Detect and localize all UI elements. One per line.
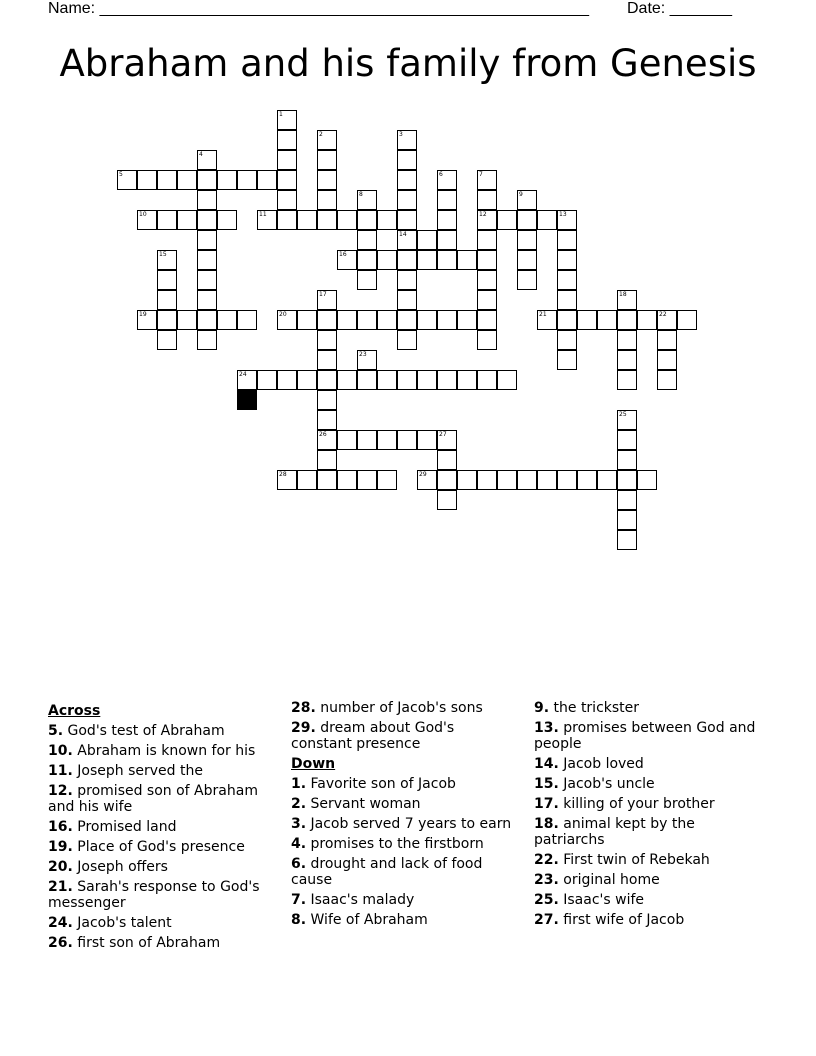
grid-cell[interactable] [537,470,557,490]
clue-number-label: 6. [291,856,307,872]
grid-cell[interactable] [397,170,417,190]
grid-cell[interactable] [477,330,497,350]
clue-text: promises to the firstborn [306,836,484,852]
grid-cell[interactable] [317,350,337,370]
clue-number-label: 5. [48,723,64,739]
grid-cell[interactable] [477,170,497,190]
grid-cell[interactable] [617,310,637,330]
grid-cell[interactable] [317,290,337,310]
grid-cell[interactable] [657,310,677,330]
grid-cell[interactable] [677,310,697,330]
grid-cell[interactable] [617,530,637,550]
grid-cell[interactable] [317,210,337,230]
grid-cell[interactable] [317,130,337,150]
grid-cell[interactable] [437,230,457,250]
grid-cell[interactable] [557,250,577,270]
clue-number-label: 1. [291,776,307,792]
grid-cell[interactable] [357,190,377,210]
grid-cell[interactable] [357,430,377,450]
grid-cell[interactable] [337,370,357,390]
grid-cell[interactable] [357,250,377,270]
clue-text: first son of Abraham [72,935,221,951]
grid-cell[interactable] [277,150,297,170]
clue-number: 24 [239,371,247,378]
grid-cell[interactable] [397,430,417,450]
grid-cell[interactable] [577,310,597,330]
clue-number-label: 15. [534,776,559,792]
grid-cell[interactable] [517,230,537,250]
clue-number: 16 [339,251,347,258]
clue-number-label: 25. [534,892,559,908]
clue-number: 12 [479,211,487,218]
clue-text: the trickster [549,700,640,716]
clue-number: 21 [539,311,547,318]
grid-cell[interactable] [377,370,397,390]
grid-cell[interactable] [277,370,297,390]
grid-cell[interactable] [157,250,177,270]
clue-number-label: 21. [48,879,73,895]
grid-cell[interactable] [337,310,357,330]
grid-cell[interactable] [457,250,477,270]
clue-text: God's test of Abraham [63,723,225,739]
clue-number-label: 29. [291,720,316,736]
grid-cell[interactable] [357,470,377,490]
grid-cell[interactable] [477,270,497,290]
grid-cell[interactable] [457,470,477,490]
grid-cell[interactable] [617,330,637,350]
blocked-cell [237,390,257,410]
across-clue [291,720,519,752]
clue-number: 26 [319,431,327,438]
grid-cell[interactable] [157,210,177,230]
across-clue [48,783,276,815]
clue-number: 20 [279,311,287,318]
grid-cell[interactable] [237,170,257,190]
down-clue [291,912,519,928]
grid-cell[interactable] [477,250,497,270]
grid-cell[interactable] [317,410,337,430]
clue-number-label: 19. [48,839,73,855]
date-field-line[interactable]: Date: _______ [627,0,732,17]
clue-text: Wife of Abraham [306,912,428,928]
grid-cell[interactable] [197,190,217,210]
grid-cell[interactable] [137,170,157,190]
grid-cell[interactable] [317,470,337,490]
grid-cell[interactable] [237,310,257,330]
down-clue [291,776,519,792]
grid-cell[interactable] [377,310,397,330]
clue-number-label: 12. [48,783,73,799]
grid-cell[interactable] [437,310,457,330]
clue-text: promised son of Abraham and his wife [48,783,258,815]
clue-text: Joseph served the [72,763,203,779]
down-clue [291,892,519,908]
clue-number-label: 4. [291,836,307,852]
clue-list [48,700,788,960]
clue-number: 18 [619,291,627,298]
grid-cell[interactable] [177,210,197,230]
clue-text: Jacob's talent [72,915,172,931]
across-clue [48,723,276,739]
clue-number: 2 [319,131,323,138]
grid-cell[interactable] [557,230,577,250]
grid-cell[interactable] [517,270,537,290]
clue-text: Servant woman [306,796,421,812]
grid-cell[interactable] [617,430,637,450]
clue-number: 3 [399,131,403,138]
grid-cell[interactable] [477,210,497,230]
clue-number-label: 7. [291,892,307,908]
grid-cell[interactable] [437,490,457,510]
grid-cell[interactable] [317,150,337,170]
across-clue [48,859,276,875]
grid-cell[interactable] [477,290,497,310]
clue-number-label: 22. [534,852,559,868]
down-clue [291,836,519,852]
grid-cell[interactable] [277,210,297,230]
clue-text: first wife of Jacob [558,912,685,928]
clue-number-label: 14. [534,756,559,772]
grid-cell[interactable] [157,270,177,290]
clue-text: dream about God's constant presence [291,720,455,752]
grid-cell[interactable] [297,210,317,230]
grid-cell[interactable] [157,170,177,190]
down-clue [534,756,762,772]
clue-number-label: 9. [534,700,550,716]
grid-cell[interactable] [637,310,657,330]
grid-cell[interactable] [557,210,577,230]
clue-number: 17 [319,291,327,298]
clue-text: drought and lack of food cause [291,856,483,888]
clue-text: killing of your brother [558,796,715,812]
grid-cell[interactable] [617,510,637,530]
clue-number: 28 [279,471,287,478]
grid-cell[interactable] [397,130,417,150]
across-clue [48,763,276,779]
grid-cell[interactable] [477,310,497,330]
grid-cell[interactable] [397,310,417,330]
grid-cell[interactable] [297,370,317,390]
grid-cell[interactable] [617,350,637,370]
clue-number: 7 [479,171,483,178]
grid-cell[interactable] [337,430,357,450]
down-clue [534,796,762,812]
grid-cell[interactable] [397,250,417,270]
grid-cell[interactable] [437,190,457,210]
down-clue [534,700,762,716]
down-clue [534,912,762,928]
clue-number-label: 26. [48,935,73,951]
across-heading: Across [48,703,101,719]
clue-number-label: 20. [48,859,73,875]
clue-number: 15 [159,251,167,258]
grid-cell[interactable] [197,170,217,190]
clue-number: 14 [399,231,407,238]
grid-cell[interactable] [497,370,517,390]
clue-number: 13 [559,211,567,218]
clue-number: 1 [279,111,283,118]
clue-number: 6 [439,171,443,178]
clue-column-2 [291,700,519,932]
grid-cell[interactable] [477,370,497,390]
clue-number: 5 [119,171,123,178]
clue-number: 25 [619,411,627,418]
grid-cell[interactable] [357,310,377,330]
clue-number: 11 [259,211,267,218]
grid-cell[interactable] [217,170,237,190]
grid-cell[interactable] [277,190,297,210]
grid-cell[interactable] [157,290,177,310]
down-clue [291,816,519,832]
grid-cell[interactable] [417,370,437,390]
clue-text: Sarah's response to God's messenger [48,879,260,911]
grid-cell[interactable] [317,430,337,450]
down-clue [534,872,762,888]
clue-text: animal kept by the patriarchs [534,816,695,848]
grid-cell[interactable] [377,210,397,230]
grid-cell[interactable] [197,330,217,350]
grid-cell[interactable] [637,470,657,490]
clue-text: First twin of Rebekah [558,852,710,868]
down-clue [534,816,762,848]
grid-cell[interactable] [257,370,277,390]
grid-cell[interactable] [397,230,417,250]
clue-text: Jacob's uncle [558,776,655,792]
clue-text: Jacob served 7 years to earn [306,816,512,832]
clue-number-label: 18. [534,816,559,832]
grid-cell[interactable] [277,470,297,490]
grid-cell[interactable] [317,310,337,330]
grid-cell[interactable] [357,270,377,290]
grid-cell[interactable] [197,150,217,170]
grid-cell[interactable] [457,310,477,330]
across-clue [48,819,276,835]
grid-cell[interactable] [317,190,337,210]
grid-cell[interactable] [657,330,677,350]
grid-cell[interactable] [117,170,137,190]
grid-cell[interactable] [417,310,437,330]
grid-cell[interactable] [177,170,197,190]
grid-cell[interactable] [317,390,337,410]
grid-cell[interactable] [217,210,237,230]
grid-cell[interactable] [377,430,397,450]
clue-column-1 [48,700,276,955]
clue-number-label: 23. [534,872,559,888]
across-clue [48,879,276,911]
down-clue [534,892,762,908]
grid-cell[interactable] [417,230,437,250]
grid-cell[interactable] [357,230,377,250]
grid-cell[interactable] [257,210,277,230]
grid-cell[interactable] [557,330,577,350]
clue-text: Place of God's presence [72,839,245,855]
grid-cell[interactable] [357,210,377,230]
grid-cell[interactable] [317,370,337,390]
grid-cell[interactable] [397,210,417,230]
clue-number-label: 11. [48,763,73,779]
across-clue [48,743,276,759]
grid-cell[interactable] [617,470,637,490]
grid-cell[interactable] [137,310,157,330]
grid-cell[interactable] [557,310,577,330]
grid-cell[interactable] [497,210,517,230]
grid-cell[interactable] [537,210,557,230]
down-clue [291,856,519,888]
grid-cell[interactable] [357,350,377,370]
header [48,0,748,22]
clue-text: Jacob loved [558,756,644,772]
clue-number-label: 2. [291,796,307,812]
grid-cell[interactable] [657,350,677,370]
grid-cell[interactable] [477,230,497,250]
grid-cell[interactable] [617,410,637,430]
clue-number: 22 [659,311,667,318]
grid-cell[interactable] [337,470,357,490]
grid-cell[interactable] [617,450,637,470]
across-clue [48,935,276,951]
down-heading: Down [291,756,336,772]
grid-cell[interactable] [297,310,317,330]
clue-number-label: 28. [291,700,316,716]
grid-cell[interactable] [337,250,357,270]
clue-number-label: 27. [534,912,559,928]
clue-text: Favorite son of Jacob [306,776,456,792]
page-title: Abraham and his family from Genesis [59,42,757,85]
clue-number-label: 8. [291,912,307,928]
down-clue [291,796,519,812]
grid-cell[interactable] [417,470,437,490]
grid-cell[interactable] [437,250,457,270]
across-clue [48,915,276,931]
clue-text: Joseph offers [72,859,168,875]
grid-cell[interactable] [477,190,497,210]
grid-cell[interactable] [517,250,537,270]
clue-text: original home [558,872,660,888]
clue-number-label: 24. [48,915,73,931]
grid-cell[interactable] [357,370,377,390]
across-clue [48,839,276,855]
grid-cell[interactable] [197,270,217,290]
grid-cell[interactable] [397,370,417,390]
clue-number: 27 [439,431,447,438]
grid-cell[interactable] [617,490,637,510]
clue-number: 29 [419,471,427,478]
grid-cell[interactable] [557,470,577,490]
clue-text: Isaac's malady [306,892,415,908]
grid-cell[interactable] [257,170,277,190]
grid-cell[interactable] [317,170,337,190]
grid-cell[interactable] [657,370,677,390]
clue-number: 23 [359,351,367,358]
grid-cell[interactable] [397,270,417,290]
down-clue [534,776,762,792]
grid-cell[interactable] [417,250,437,270]
grid-cell[interactable] [277,130,297,150]
clue-column-3 [534,700,762,932]
grid-cell[interactable] [437,430,457,450]
grid-cell[interactable] [477,470,497,490]
down-clue [534,852,762,868]
grid-cell[interactable] [137,210,157,230]
grid-cell[interactable] [497,470,517,490]
grid-cell[interactable] [397,330,417,350]
grid-cell[interactable] [297,470,317,490]
clue-number-label: 17. [534,796,559,812]
grid-cell[interactable] [617,370,637,390]
grid-cell[interactable] [157,330,177,350]
clue-text: Abraham is known for his [72,743,256,759]
grid-cell[interactable] [237,370,257,390]
grid-cell[interactable] [577,470,597,490]
clue-number: 4 [199,151,203,158]
grid-cell[interactable] [197,210,217,230]
grid-cell[interactable] [317,330,337,350]
grid-cell[interactable] [197,250,217,270]
grid-cell[interactable] [517,190,537,210]
grid-cell[interactable] [437,210,457,230]
grid-cell[interactable] [397,190,417,210]
grid-cell[interactable] [317,450,337,470]
clue-number: 10 [139,211,147,218]
grid-cell[interactable] [177,310,197,330]
grid-cell[interactable] [437,450,457,470]
grid-cell[interactable] [377,250,397,270]
grid-cell[interactable] [517,210,537,230]
across-clue [291,700,519,716]
clue-number: 8 [359,191,363,198]
grid-cell[interactable] [457,370,477,390]
grid-cell[interactable] [277,170,297,190]
grid-cell[interactable] [437,370,457,390]
grid-cell[interactable] [597,470,617,490]
clue-text: Promised land [72,819,177,835]
clue-number-label: 13. [534,720,559,736]
clue-text: promises between God and people [534,720,756,752]
grid-cell[interactable] [557,270,577,290]
grid-cell[interactable] [537,310,557,330]
grid-cell[interactable] [597,310,617,330]
grid-cell[interactable] [397,290,417,310]
grid-cell[interactable] [217,310,237,330]
grid-cell[interactable] [517,470,537,490]
clue-number: 19 [139,311,147,318]
clue-text: Isaac's wife [558,892,645,908]
grid-cell[interactable] [437,470,457,490]
grid-cell[interactable] [417,430,437,450]
grid-cell[interactable] [617,290,637,310]
grid-cell[interactable] [557,350,577,370]
grid-cell[interactable] [197,230,217,250]
grid-cell[interactable] [277,310,297,330]
grid-cell[interactable] [557,290,577,310]
grid-cell[interactable] [197,290,217,310]
grid-cell[interactable] [197,310,217,330]
clue-number: 9 [519,191,523,198]
grid-cell[interactable] [337,210,357,230]
down-clue [534,720,762,752]
clue-number-label: 3. [291,816,307,832]
name-field-line[interactable]: Name: _______________________________________________________ [48,0,589,17]
grid-cell[interactable] [437,170,457,190]
clue-number-label: 10. [48,743,73,759]
grid-cell[interactable] [377,470,397,490]
clue-number-label: 16. [48,819,73,835]
grid-cell[interactable] [157,310,177,330]
clue-text: number of Jacob's sons [315,700,483,716]
grid-cell[interactable] [397,150,417,170]
grid-cell[interactable] [277,110,297,130]
